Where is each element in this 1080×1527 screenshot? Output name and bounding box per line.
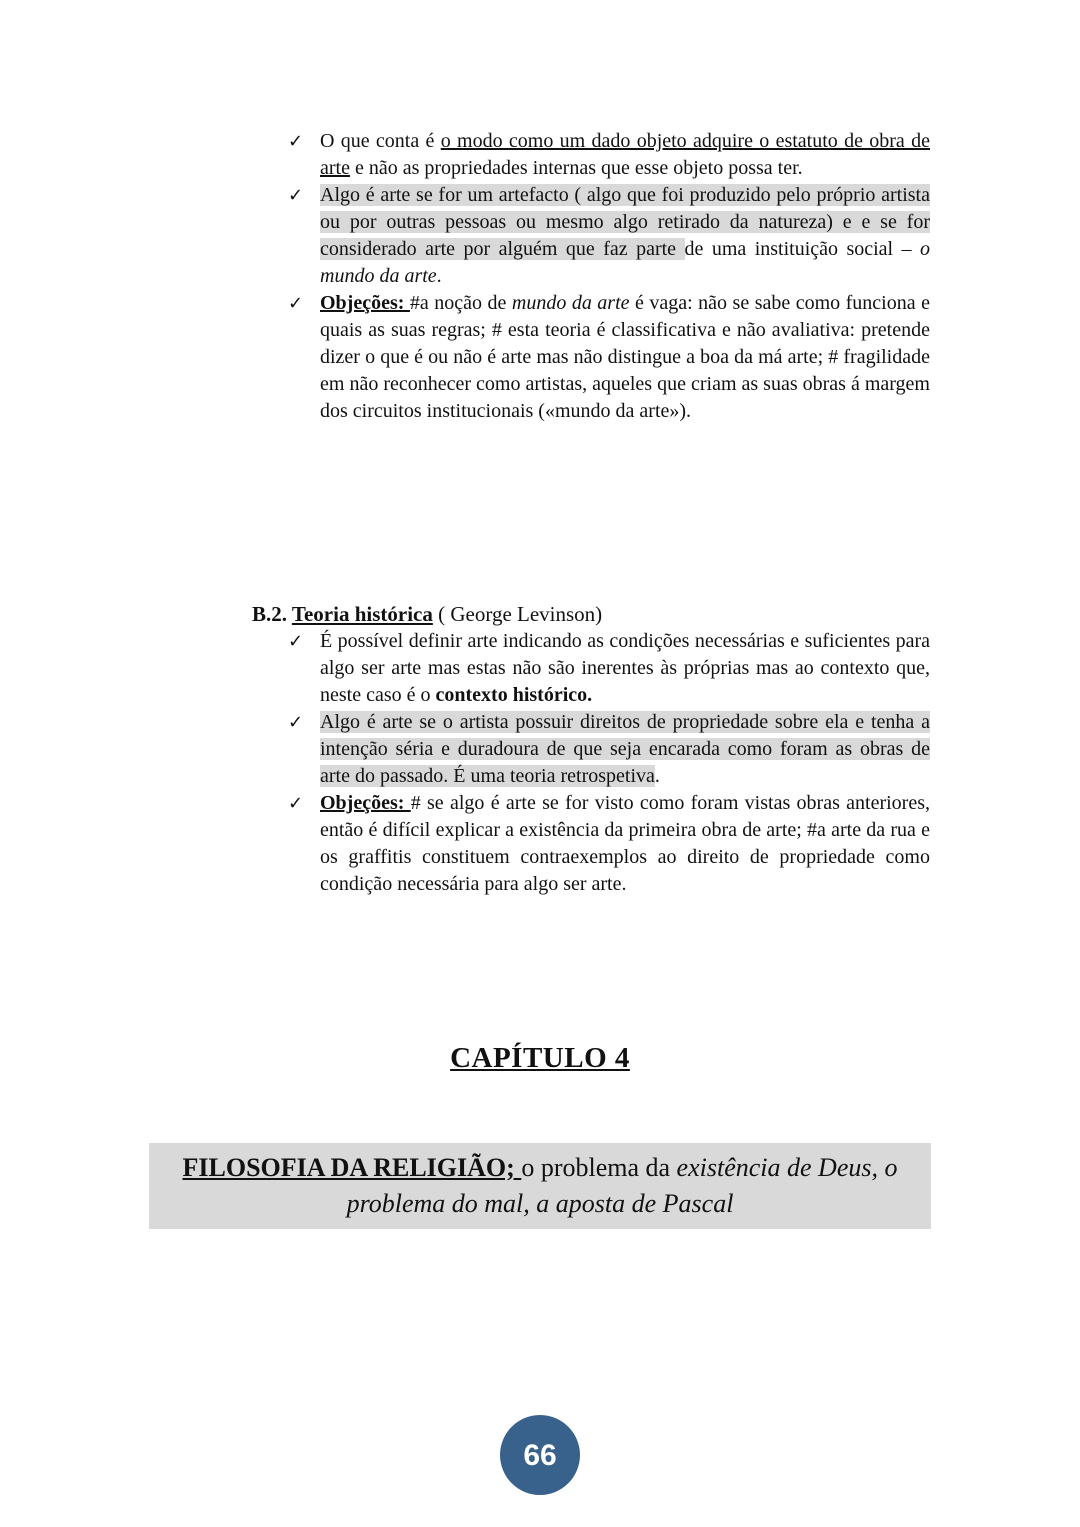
bullet-text: O que conta é o modo como um dado objeto adquire o estatuto de obra de arte e não as propriedades internas que esse objeto possa ter.: [320, 130, 930, 179]
checkmark-icon: ✓: [288, 712, 304, 733]
list-item: [288, 182, 930, 290]
checkmark-icon: ✓: [288, 793, 304, 814]
chapter-title-banner: FILOSOFIA DA RELIGIÃO; o problema da existência de Deus, o problema do mal, a aposta de Pascal: [149, 1143, 931, 1229]
checkmark-icon: ✓: [288, 293, 304, 314]
institutional-theory-bullet-list: [288, 128, 930, 425]
section-heading-b2: B.2. Teoria histórica ( George Levinson): [252, 602, 603, 626]
bullet-text: Algo é arte se for um artefacto ( algo que foi produzido pelo próprio artista ou por outras pessoas ou mesmo algo retirado da natureza) e e se for considerado arte por alguém que faz parte de uma instituição social – o mundo da arte.: [320, 184, 931, 287]
checkmark-icon: ✓: [288, 131, 304, 152]
historical-theory-bullet-list: [288, 628, 930, 898]
bullet-text: Objeções: #a noção de mundo da arte é vaga: não se sabe como funciona e quais as suas regras; # esta teoria é classificativa e não avaliativa: pretende dizer o que é ou não é arte mas não distingue a boa da má arte; # fragilidade em não reconhecer como artistas, aqueles que criam as suas obras á margem dos circuitos institucionais («mundo da arte»).: [320, 292, 930, 422]
checkmark-icon: ✓: [288, 631, 304, 652]
bullet-text: Algo é arte se o artista possuir direitos de propriedade sobre ela e tenha a intenção séria e duradoura de que seja encarada como foram as obras de arte do passado. É uma teoria retrospetiva.: [320, 711, 930, 787]
bullet-text: É possível definir arte indicando as condições necessárias e suficientes para algo ser arte mas estas não são inerentes às próprias mas ao contexto que, neste caso é o contexto histórico.: [320, 630, 930, 706]
list-item: [288, 290, 930, 425]
list-item: [288, 709, 930, 790]
list-item: [288, 628, 930, 709]
chapter-heading: CAPÍTULO 4: [450, 1042, 630, 1074]
bullet-text: Objeções: # se algo é arte se for visto como foram vistas obras anteriores, então é difícil explicar a existência da primeira obra de arte; #a arte da rua e os graffitis constituem contraexemplos ao direito de propriedade como condição necessária para algo ser arte.: [320, 792, 930, 895]
list-item: [288, 790, 930, 898]
checkmark-icon: ✓: [288, 185, 304, 206]
list-item: [288, 128, 930, 182]
page-number-badge: 66: [500, 1415, 580, 1495]
